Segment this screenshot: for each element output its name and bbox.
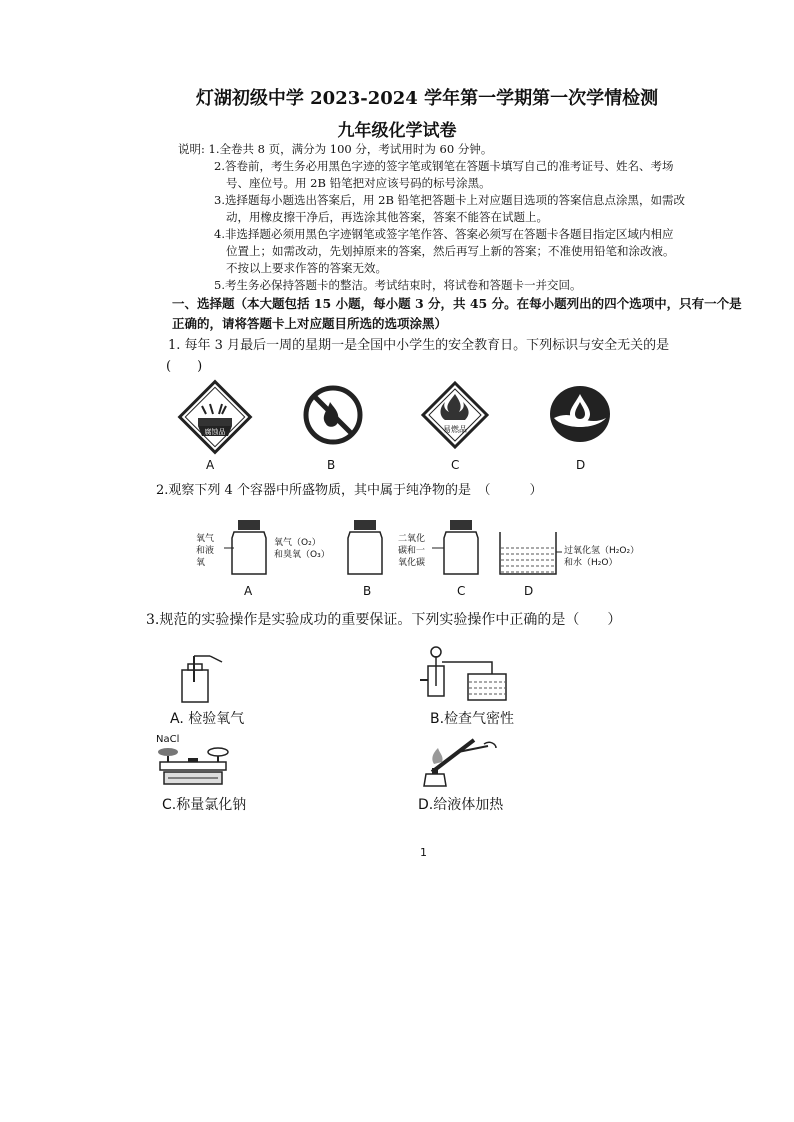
question-2-text: 2.观察下列 4 个容器中所盛物质，其中属于纯净物的是 （ ） (156, 483, 543, 498)
jar-a-label-1: 氧气 (196, 534, 215, 544)
q3-caption-d: D.给液体加热 (418, 797, 504, 813)
oxygen-test-bottle-icon (176, 652, 226, 704)
section-heading-cont: 正确的，请将答题卡上对应题目所选的选项涂黑） (172, 316, 448, 331)
beaker-d-label-1: 过氧化氢（H₂O₂） (564, 546, 640, 556)
q3-caption-b: B.检查气密性 (430, 711, 515, 727)
page-number: 1 (420, 846, 427, 859)
jar-a-label-3: 氧 (196, 558, 206, 568)
exam-title: 灯湖初级中学 2023-2024 学年第一学期第一次学情检测 (195, 88, 659, 109)
instruction-line: 说明: 1.全卷共 8 页，满分为 100 分，考试用时为 60 分钟。 (178, 142, 493, 156)
instruction-line: 2.答卷前，考生务必用黑色字迹的签字笔或钢笔在答题卡填写自己的准考证号、姓名、考场 (214, 159, 674, 173)
question-1-text: 1. 每年 3 月最后一周的星期一是全国中小学生的安全教育日。下列标识与安全无关的是 (168, 338, 670, 353)
flammable-sign-icon (420, 380, 490, 450)
instruction-line: 4.非选择题必须用黑色字迹钢笔或签字笔作答、答案必须写在答题卡各题目指定区域内相应 (214, 227, 674, 241)
sign-c-text: 易燃品 (443, 425, 467, 434)
instruction-line: 5.考生务必保持答题卡的整洁。考试结束时，将试卷和答题卡一并交回。 (214, 278, 582, 292)
beaker-d-label-2: 和水（H₂O） (564, 558, 618, 568)
sign-a-text: 腐蚀品 (204, 428, 226, 436)
q2-option-b: B (363, 584, 372, 598)
instruction-line: 号、座位号。用 2B 铅笔把对应该号码的标号涂黑。 (226, 176, 491, 190)
q1-option-d: D (576, 458, 586, 472)
section-heading: 一、选择题（本大题包括 15 小题，每小题 3 分，共 45 分。在每小题列出的四个选项中，只有一个是 (172, 296, 742, 311)
airtightness-apparatus-icon (420, 646, 510, 702)
instruction-line: 3.选择题每小题选出答案后，用 2B 铅笔把答题卡上对应题目选项的答案信息点涂黑，如需改 (214, 193, 686, 207)
gas-jar-b-icon (340, 518, 390, 576)
nacl-label: NaCl (156, 734, 180, 745)
q3-caption-c: C.称量氯化钠 (162, 797, 247, 813)
gas-jar-c-icon (436, 518, 486, 576)
water-drop-sign-icon (548, 384, 612, 444)
q1-option-a: A (206, 458, 215, 472)
q2-option-a: A (244, 584, 253, 598)
jar-b-label-2: 和臭氧（O₃） (274, 550, 330, 560)
jar-c-label-3: 氧化碳 (398, 558, 426, 568)
jar-b-label-1: 氧气（O₂） (274, 538, 321, 548)
q1-option-c: C (451, 458, 460, 472)
instruction-line: 位置上；如需改动，先划掉原来的答案，然后再写上新的答案；不准使用铅笔和涂改液。 (226, 244, 675, 258)
corrosive-sign-icon (180, 382, 250, 452)
q3-caption-a: A. 检验氧气 (170, 711, 245, 727)
question-3-text: 3.规范的实验操作是实验成功的重要保证。下列实验操作中正确的是（ ） (146, 612, 622, 628)
question-1-paren: ( ) (166, 359, 203, 374)
jar-c-label-1: 二氧化 (398, 534, 426, 544)
exam-subtitle: 九年级化学试卷 (337, 121, 457, 141)
jar-c-label-2: 碳和一 (398, 546, 426, 556)
no-fire-sign-icon (302, 384, 364, 446)
beaker-d-icon (498, 530, 562, 576)
q2-option-d: D (524, 584, 534, 598)
instruction-line: 不按以上要求作答的答案无效。 (226, 261, 387, 275)
instruction-line: 动，用橡皮擦干净后，再选涂其他答案，答案不能答在试题上。 (226, 210, 548, 224)
q1-option-b: B (327, 458, 336, 472)
gas-jar-a-icon (224, 518, 274, 576)
heating-test-tube-icon (418, 734, 498, 788)
q2-option-c: C (457, 584, 466, 598)
balance-scale-icon (156, 744, 232, 788)
jar-a-label-2: 和液 (196, 546, 215, 556)
